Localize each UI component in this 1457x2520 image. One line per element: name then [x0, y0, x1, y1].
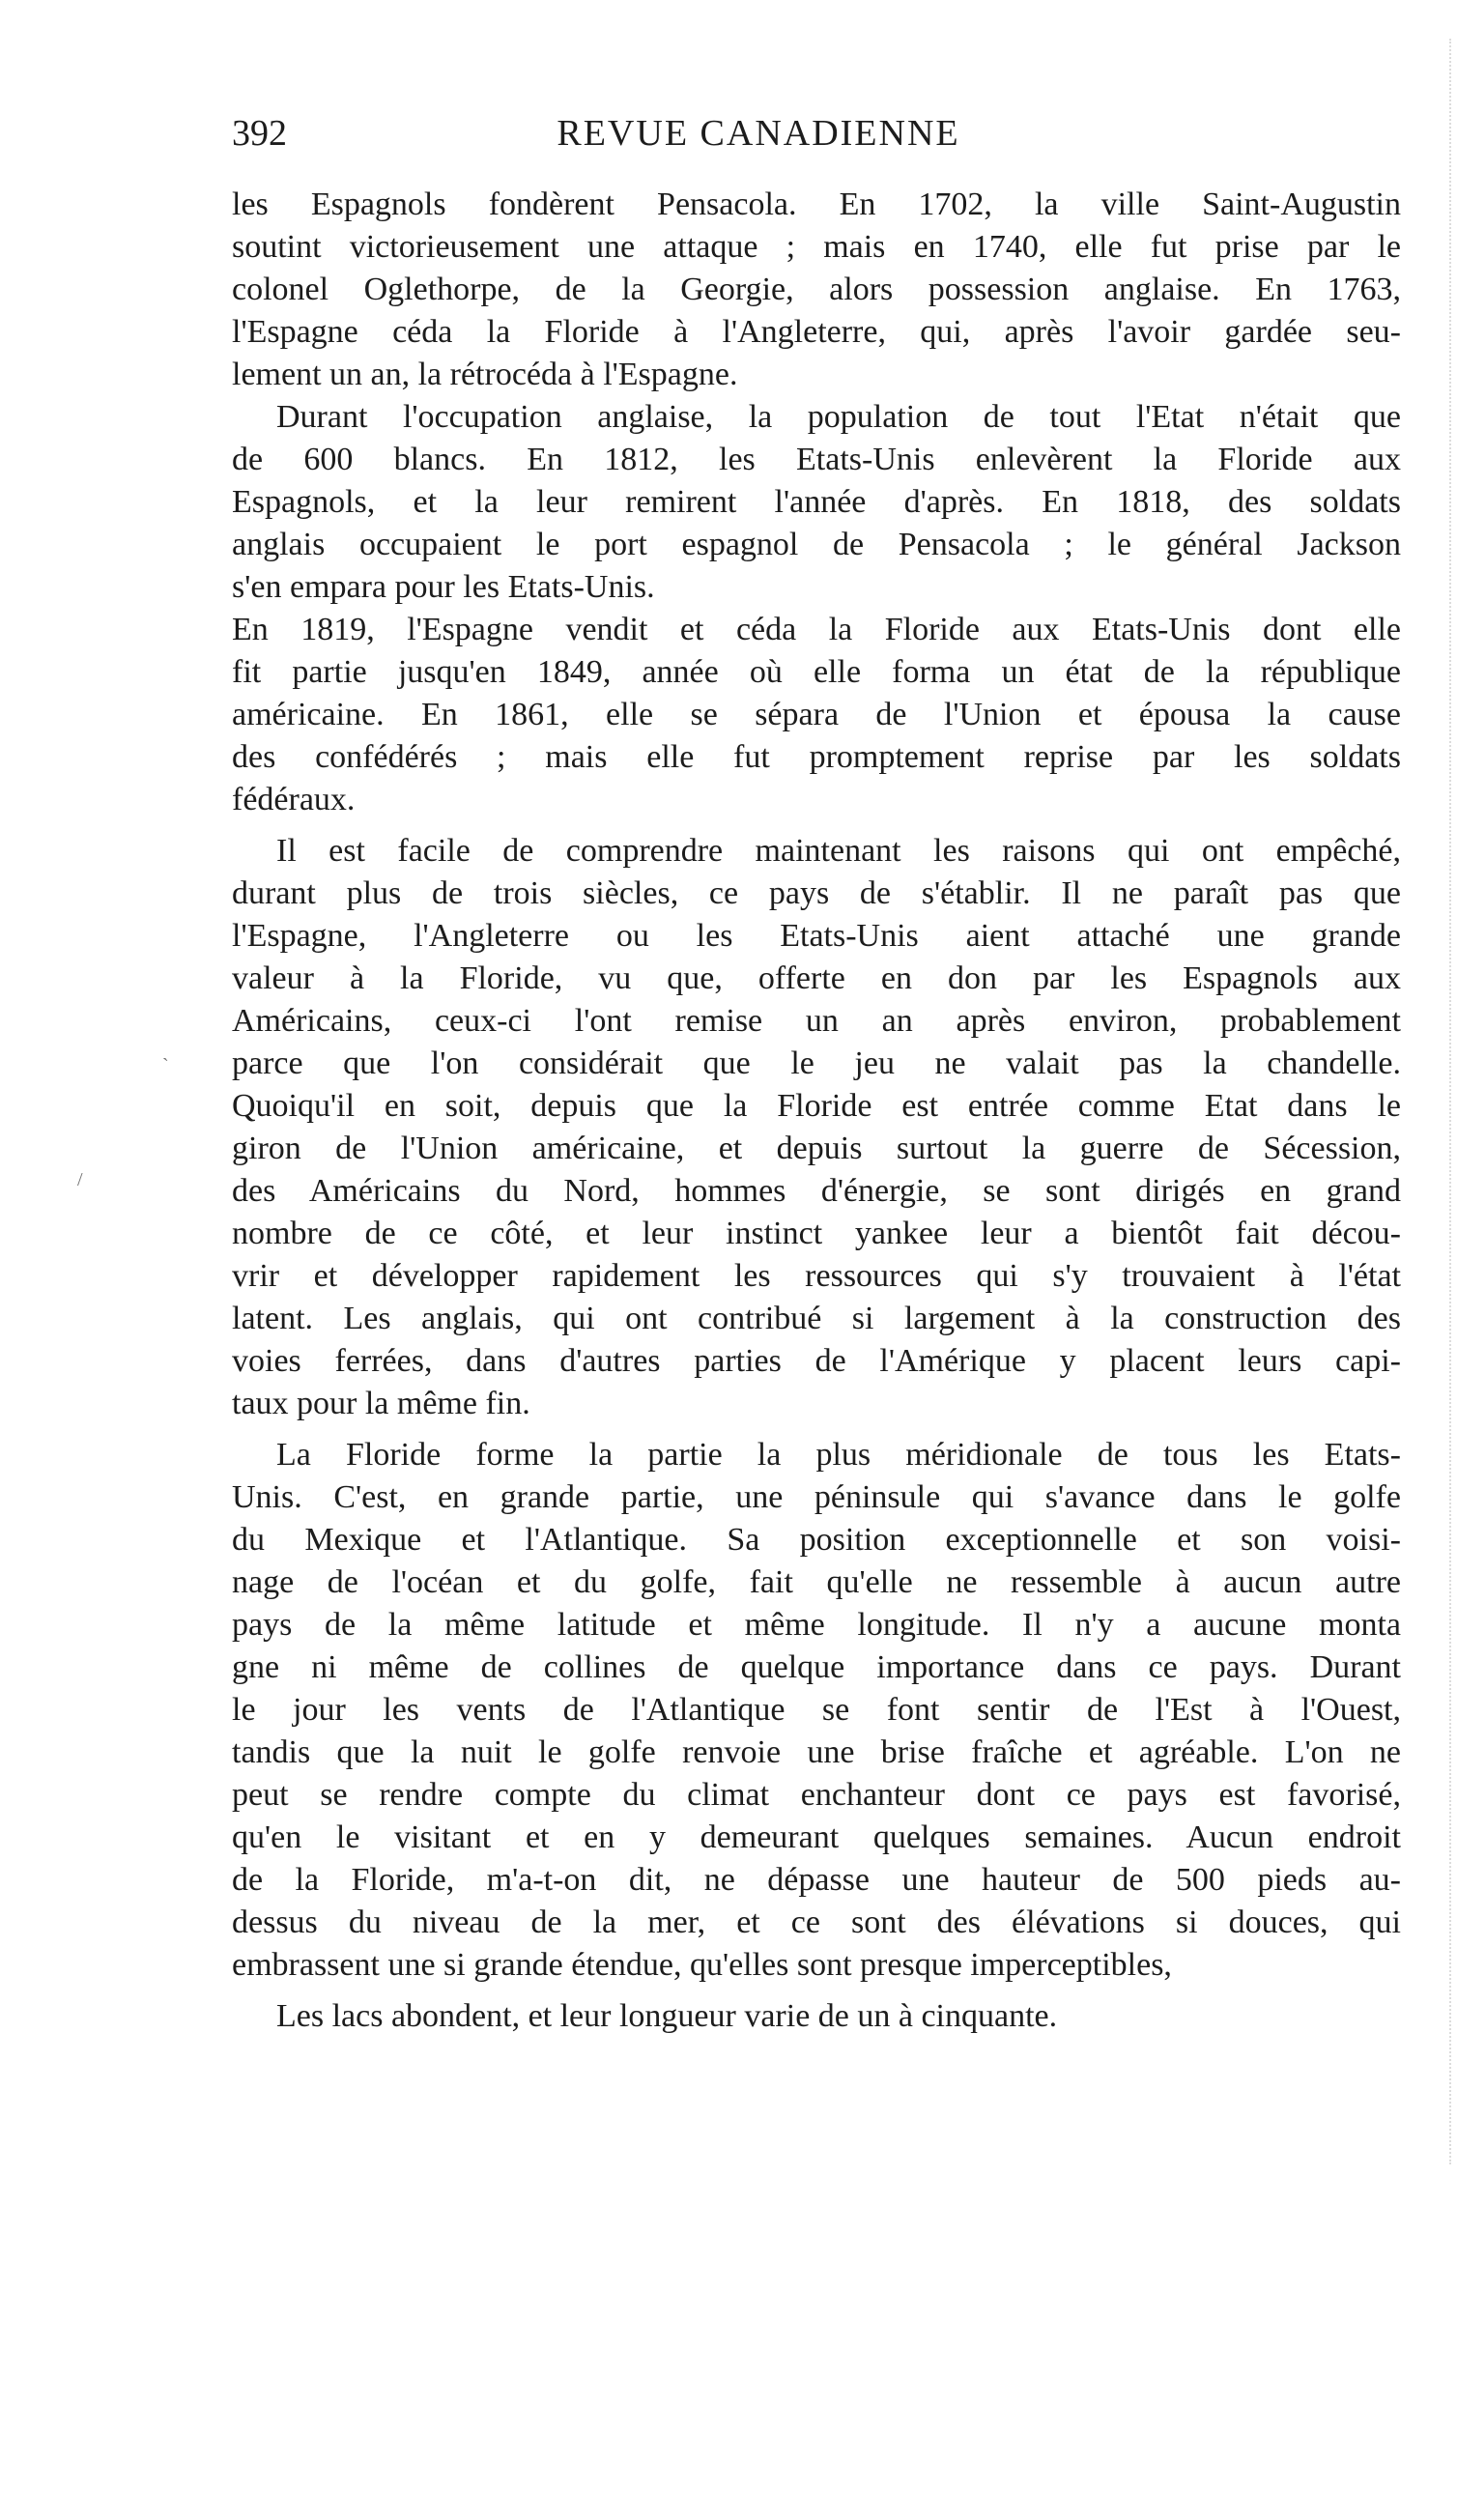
- paragraph: [232, 1995, 1401, 2038]
- text-line: soutint victorieusement une attaque ; mais en 1740, elle fut prise par le: [232, 229, 1401, 265]
- paragraph-gap: [232, 1987, 1401, 1995]
- text-line: l'Espagne, l'Angleterre ou les Etats-Unis aient attaché une grande: [232, 918, 1401, 954]
- text-line: Américains, ceux-ci l'ont remise un an après environ, probablement: [232, 1003, 1401, 1039]
- text-line: taux pour la même fin.: [232, 1386, 530, 1421]
- text-line: fédéraux.: [232, 782, 356, 817]
- text-line: latent. Les anglais, qui ont contribué si largement à la construction des: [232, 1301, 1401, 1336]
- text-line: s'en empara pour les Etats-Unis.: [232, 569, 655, 605]
- page-number: 392: [232, 113, 287, 154]
- text-line: tandis que la nuit le golfe renvoie une brise fraîche et agréable. L'on ne: [232, 1734, 1401, 1770]
- text-line: Unis. C'est, en grande partie, une péninsule qui s'avance dans le golfe: [232, 1479, 1401, 1515]
- text-line: l'Espagne céda la Floride à l'Angleterre, qui, après l'avoir gardée seu-: [232, 314, 1401, 350]
- text-line: giron de l'Union américaine, et depuis surtout la guerre de Sécession,: [232, 1131, 1401, 1166]
- text-line: parce que l'on considérait que le jeu ne valait pas la chandelle.: [232, 1045, 1401, 1081]
- text-line: qu'en le visitant et en y demeurant quelques semaines. Aucun endroit: [232, 1819, 1401, 1855]
- text-line: anglais occupaient le port espagnol de Pensacola ; le général Jackson: [232, 527, 1401, 562]
- text-line: américaine. En 1861, elle se sépara de l'Union et épousa la cause: [232, 697, 1401, 732]
- text-line: du Mexique et l'Atlantique. Sa position exceptionnelle et son voisi-: [232, 1522, 1401, 1558]
- text-line: de 600 blancs. En 1812, les Etats-Unis enlevèrent la Floride aux: [232, 442, 1401, 477]
- text-line: Il est facile de comprendre maintenant les raisons qui ont empêché,: [276, 833, 1401, 869]
- text-line: Les lacs abondent, et leur longueur varie de un à cinquante.: [276, 1998, 1058, 2034]
- text-line: vrir et développer rapidement les ressources qui s'y trouvaient à l'état: [232, 1258, 1401, 1294]
- text-line: dessus du niveau de la mer, et ce sont des élévations si douces, qui: [232, 1904, 1401, 1940]
- text-line: peut se rendre compte du climat enchanteur dont ce pays est favorisé,: [232, 1777, 1401, 1813]
- paragraph-gap: [232, 821, 1401, 830]
- text-line: fit partie jusqu'en 1849, année où elle forma un état de la république: [232, 654, 1401, 690]
- text-line: des confédérés ; mais elle fut promptement reprise par les soldats: [232, 739, 1401, 775]
- text-line: durant plus de trois siècles, ce pays de s'établir. Il ne paraît pas que: [232, 875, 1401, 911]
- running-title: REVUE CANADIENNE: [557, 113, 960, 154]
- body-text: [232, 184, 1401, 2038]
- paragraph: [232, 396, 1401, 821]
- paragraph: [232, 184, 1401, 396]
- margin-speck: /: [77, 1169, 83, 1190]
- text-line: embrassent une si grande étendue, qu'elles sont presque imperceptibles,: [232, 1947, 1172, 1983]
- text-line: le jour les vents de l'Atlantique se font sentir de l'Est à l'Ouest,: [232, 1692, 1401, 1728]
- text-line: Durant l'occupation anglaise, la population de tout l'Etat n'était que: [276, 399, 1401, 435]
- text-line: nombre de ce côté, et leur instinct yankee leur a bientôt fait décou-: [232, 1216, 1401, 1251]
- text-line: nage de l'océan et du golfe, fait qu'elle ne ressemble à aucun autre: [232, 1564, 1401, 1600]
- paragraph: [232, 1434, 1401, 1987]
- page-edge-shadow: [1440, 39, 1451, 2164]
- text-line: Espagnols, et la leur remirent l'année d'après. En 1818, des soldats: [232, 484, 1401, 520]
- text-line: colonel Oglethorpe, de la Georgie, alors possession anglaise. En 1763,: [232, 272, 1401, 307]
- paragraph-gap: [232, 1425, 1401, 1434]
- running-header: [232, 104, 1285, 162]
- margin-speck: `: [162, 1055, 169, 1076]
- text-line: La Floride forme la partie la plus méridionale de tous les Etats-: [276, 1437, 1401, 1473]
- text-line: lement un an, la rétrocéda à l'Espagne.: [232, 357, 738, 392]
- text-line: des Américains du Nord, hommes d'énergie, se sont dirigés en grand: [232, 1173, 1401, 1209]
- text-line: les Espagnols fondèrent Pensacola. En 1702, la ville Saint-Augustin: [232, 186, 1401, 222]
- text-line: valeur à la Floride, vu que, offerte en don par les Espagnols aux: [232, 960, 1401, 996]
- text-line: En 1819, l'Espagne vendit et céda la Floride aux Etats-Unis dont elle: [232, 612, 1401, 647]
- paragraph: [232, 830, 1401, 1425]
- text-line: de la Floride, m'a-t-on dit, ne dépasse une hauteur de 500 pieds au-: [232, 1862, 1401, 1898]
- text-line: voies ferrées, dans d'autres parties de l'Amérique y placent leurs capi-: [232, 1343, 1401, 1379]
- text-line: Quoiqu'il en soit, depuis que la Floride est entrée comme Etat dans le: [232, 1088, 1401, 1124]
- text-line: pays de la même latitude et même longitude. Il n'y a aucune monta: [232, 1607, 1401, 1643]
- text-line: gne ni même de collines de quelque importance dans ce pays. Durant: [232, 1649, 1401, 1685]
